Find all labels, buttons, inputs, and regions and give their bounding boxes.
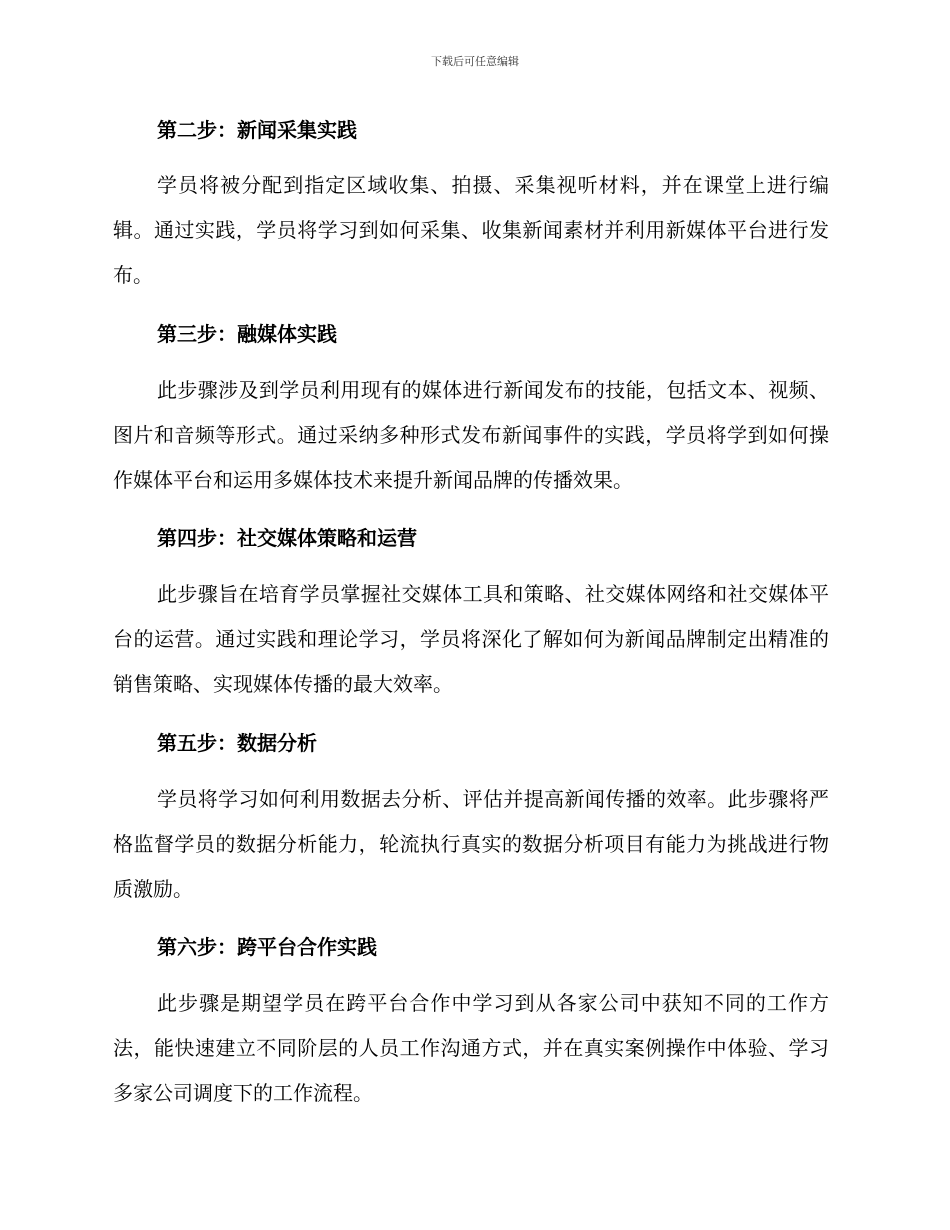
- section-body-step4: 此步骤旨在培育学员掌握社交媒体工具和策略、社交媒体网络和社交媒体平台的运营。通过实践和理论学习，学员将深化了解如何为新闻品牌制定出精准的销售策略、实现媒体传播的最大效率。: [113, 582, 829, 696]
- section-body-step6: 此步骤是期望学员在跨平台合作中学习到从各家公司中获知不同的工作方法，能快速建立不同阶层的人员工作沟通方式，并在真实案例操作中体验、学习多家公司调度下的工作流程。: [113, 991, 829, 1105]
- section-heading-step5: 第五步：数据分析: [157, 731, 317, 755]
- section-heading-step2: 第二步：新闻采集实践: [157, 118, 357, 142]
- section-body-step3: 此步骤涉及到学员利用现有的媒体进行新闻发布的技能，包括文本、视频、图片和音频等形式。通过采纳多种形式发布新闻事件的实践，学员将学到如何操作媒体平台和运用多媒体技术来提升新闻品牌的传播效果。: [113, 378, 829, 492]
- section-heading-step4: 第四步：社交媒体策略和运营: [157, 526, 417, 550]
- section-body-step2: 学员将被分配到指定区域收集、拍摄、采集视听材料，并在课堂上进行编辑。通过实践，学员将学习到如何采集、收集新闻素材并利用新媒体平台进行发布。: [113, 173, 829, 287]
- section-heading-step6: 第六步：跨平台合作实践: [157, 935, 377, 959]
- section-body-step5: 学员将学习如何利用数据去分析、评估并提高新闻传播的效率。此步骤将严格监督学员的数据分析能力，轮流执行真实的数据分析项目有能力为挑战进行物质激励。: [113, 787, 829, 901]
- page-header-note: 下载后可任意编辑: [431, 55, 519, 68]
- section-heading-step3: 第三步：融媒体实践: [157, 322, 337, 346]
